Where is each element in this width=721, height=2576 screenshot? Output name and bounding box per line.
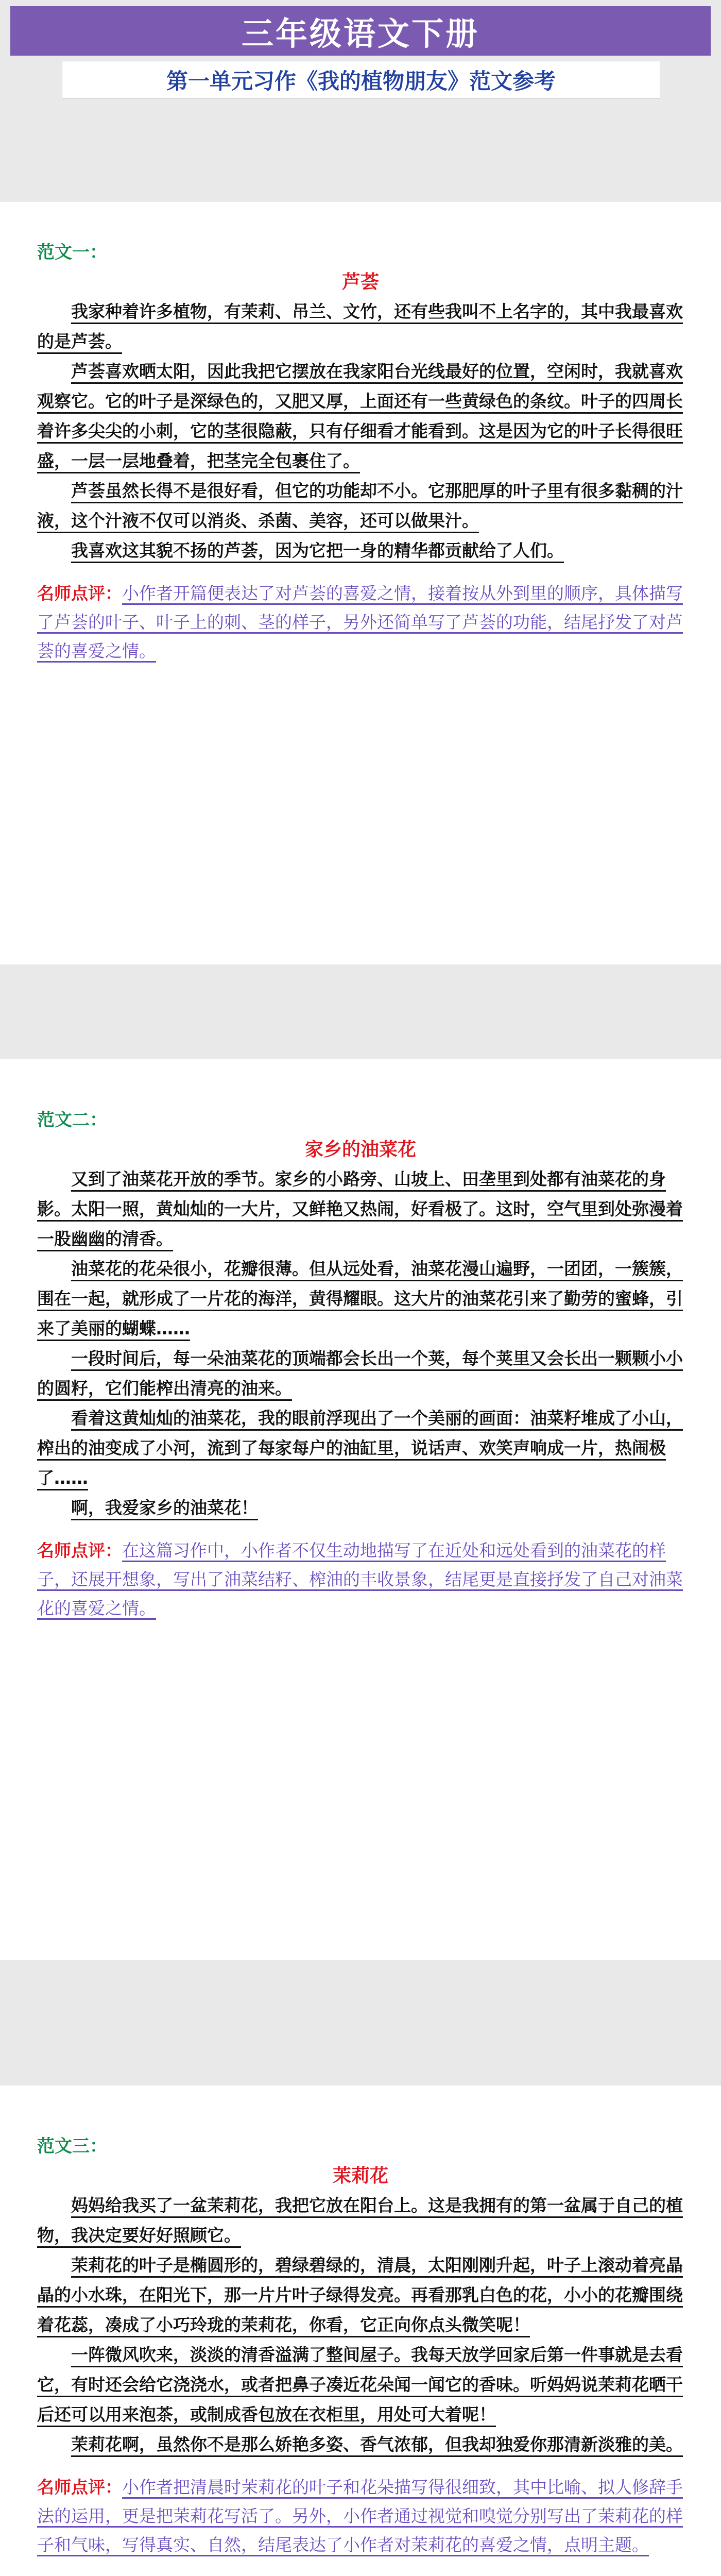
essay-paragraph: 看着这黄灿灿的油菜花，我的眼前浮现出了一个美丽的画面：油菜籽堆成了小山，榨出的油变成了小河，流到了每家每户的油缸里，说话声、欢笑声响成一片，热闹极了……	[37, 1408, 683, 1488]
header	[0, 0, 721, 106]
subtitle-box	[62, 61, 660, 99]
essay-card-1	[0, 202, 721, 964]
page-subtitle: 第一单元习作《我的植物朋友》范文参考	[166, 69, 556, 94]
essay-paragraph: 我家种着许多植物，有茉莉、吊兰、文竹，还有些我叫不上名字的，其中我最喜欢的是芦荟。	[37, 301, 683, 351]
essay-title: 茉莉花	[332, 2165, 388, 2187]
essay-paragraph: 茉莉花的叶子是椭圆形的，碧绿碧绿的，清晨，太阳刚刚升起，叶子上滚动着亮晶晶的小水珠，在阳光下，那一片片叶子绿得发亮。再看那乳白色的花，小小的花瓣围绕着花蕊，凑成了小巧玲珑的茉莉花，你看，它正向你点头微笑呢！	[37, 2255, 683, 2335]
essay-paragraph: 油菜花的花朵很小，花瓣很薄。但从远处看，油菜花漫山遍野，一团团，一簇簇，围在一起，就形成了一片花的海洋，黄得耀眼。这大片的油菜花引来了勤劳的蜜蜂，引来了美丽的蝴蝶……	[37, 1259, 683, 1338]
essay-paragraph: 一阵微风吹来，淡淡的清香溢满了整间屋子。我每天放学回家后第一件事就是去看它，有时还会给它浇浇水，或者把鼻子凑近花朵闻一闻它的香味。听妈妈说茉莉花晒干后还可以用来泡茶，或制成香包放在衣柜里，用处可大着呢！	[37, 2345, 683, 2425]
essay-title: 家乡的油菜花	[304, 1139, 416, 1160]
page-title: 三年级语文下册	[241, 14, 479, 53]
teacher-comment	[37, 2473, 684, 2560]
essay-paragraph: 一段时间后，每一朵油菜花的顶端都会长出一个荚，每个荚里又会长出一颗颗小小的圆籽，它们能榨出清亮的油来。	[37, 1348, 683, 1398]
essay-title: 芦荟	[341, 272, 379, 293]
essay-label: 范文三：	[37, 2136, 107, 2157]
essay-paragraph: 芦荟虽然长得不是很好看，但它的功能却不小。它那肥厚的叶子里有很多黏稠的汁液，这个汁液不仅可以消炎、杀菌、美容，还可以做果汁。	[37, 481, 683, 531]
essay-card-3	[0, 2086, 721, 2576]
essay-paragraph: 妈妈给我买了一盆茉莉花，我把它放在阳台上。这是我拥有的第一盆属于自己的植物，我决定要好好照顾它。	[37, 2195, 683, 2245]
comment-label: 名师点评：	[37, 1540, 122, 1561]
comment-label: 名师点评：	[37, 2477, 122, 2497]
teacher-comment	[37, 579, 684, 666]
essay-paragraph: 又到了油菜花开放的季节。家乡的小路旁、山坡上、田垄里到处都有油菜花的身影。太阳一照，黄灿灿的一大片，又鲜艳又热闹，好看极了。这时，空气里到处弥漫着一股幽幽的清香。	[37, 1169, 683, 1249]
comment-text: 在这篇习作中，小作者不仅生动地描写了在近处和远处看到的油菜花的样子，还展开想象，写出了油菜结籽、榨油的丰收景象，结尾更是直接抒发了自己对油菜花的喜爱之情。	[37, 1540, 683, 1618]
comment-text: 小作者把清晨时茉莉花的叶子和花朵描写得很细致，其中比喻、拟人修辞手法的运用，更是把茉莉花写活了。另外，小作者通过视觉和嗅觉分别写出了茉莉花的样子和气味，写得真实、自然，结尾表达了小作者对茉莉花的喜爱之情，点明主题。	[37, 2477, 683, 2555]
essay-paragraph: 我喜欢这其貌不扬的芦荟，因为它把一身的精华都贡献给了人们。	[71, 540, 564, 561]
essay-label: 范文二：	[37, 1110, 107, 1130]
essay-card-2	[0, 1059, 721, 1960]
essay-label: 范文一：	[37, 242, 107, 263]
teacher-comment	[37, 1536, 684, 1623]
title-banner	[10, 6, 711, 56]
essay-paragraph: 芦荟喜欢晒太阳，因此我把它摆放在我家阳台光线最好的位置，空闲时，我就喜欢观察它。它的叶子是深绿色的，又肥又厚，上面还有一些黄绿色的条纹。叶子的四周长着许多尖尖的小刺，它的茎很隐蔽，只有仔细看才能看到。这是因为它的叶子长得很旺盛，一层一层地叠着，把茎完全包裹住了。	[37, 361, 683, 471]
essay-paragraph: 茉莉花啊，虽然你不是那么娇艳多姿、香气浓郁，但我却独爱你那清新淡雅的美。	[71, 2434, 683, 2454]
essay-paragraph: 啊，我爱家乡的油菜花！	[71, 1498, 258, 1518]
comment-text: 小作者开篇便表达了对芦荟的喜爱之情，接着按从外到里的顺序，具体描写了芦荟的叶子、叶子上的刺、茎的样子，另外还简单写了芦荟的功能，结尾抒发了对芦荟的喜爱之情。	[37, 583, 683, 661]
comment-label: 名师点评：	[37, 583, 122, 603]
